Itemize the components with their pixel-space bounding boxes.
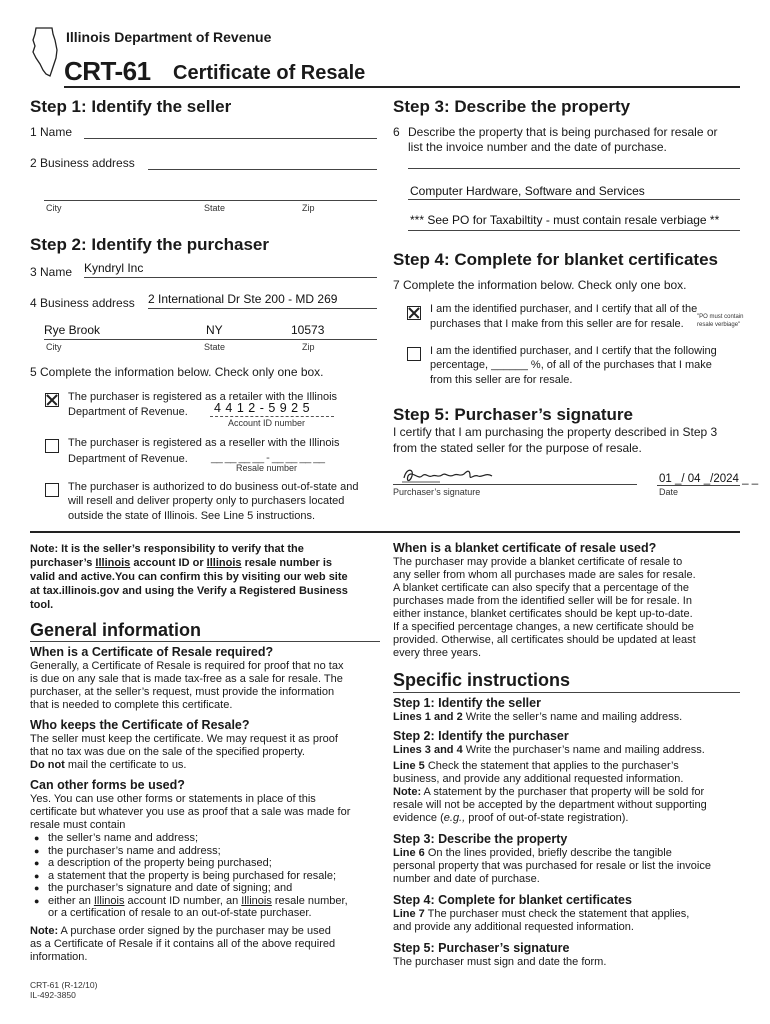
s2-note-cont: resale will not be accepted by the department without supporting [393, 799, 707, 811]
list-item: ● the purchaser’s name and address; [34, 845, 382, 858]
purchaser-zip-label: Zip [302, 342, 315, 352]
po-note-line1: "PO must contain [697, 314, 744, 320]
bullet-text: resale number, [271, 894, 348, 907]
purchaser-city-value[interactable]: Rye Brook [44, 323, 101, 337]
a-keeps-3 [30, 759, 382, 772]
all-purchases-text2: purchases that I make from this seller are for resale. [430, 318, 684, 330]
a-required-4: that is needed to complete this certificate. [30, 699, 233, 711]
a-keeps-rest: mail the certificate to us. [64, 759, 187, 771]
agency-name: Illinois Department of Revenue [66, 29, 272, 45]
a-required-2: is due on any sale that is made tax-free as a sale for resale. The [30, 673, 343, 685]
header-rule [64, 86, 740, 88]
purchaser-name-field [84, 277, 377, 278]
s2-note-bold: Note: [393, 786, 422, 798]
purchaser-address-label: 4 Business address [30, 296, 135, 310]
property-note-value[interactable]: *** See PO for Taxabiltity - must contain resale verbiage ** [410, 213, 720, 227]
certify-text2: from the stated seller for the purpose of resale. [393, 441, 642, 455]
s3-title: Step 3: Describe the property [393, 832, 568, 846]
account-id-field [210, 416, 334, 417]
s4-title: Step 4: Complete for blanket certificates [393, 893, 632, 907]
retailer-option-text1: The purchaser is registered as a retailer with the Illinois [68, 391, 338, 403]
seller-address-field[interactable] [148, 169, 377, 170]
a-blanket-6: If a specified percentage changes, a new certificate should be [393, 621, 694, 633]
a-blanket-7: provided. Otherwise, all certificates should be updated at least [393, 634, 696, 646]
resale-number-label: Resale number [236, 463, 298, 473]
percentage-text2: percentage, ______ %, of all of the purchases that I make [430, 359, 712, 371]
s3-text2: personal property that was purchased for resale or list the invoice [393, 860, 711, 872]
percentage-text1: I am the identified purchaser, and I certify that the following [430, 345, 717, 357]
a-blanket-3: A blanket certificate can also specify that a percentage of the [393, 582, 689, 594]
note-illinois: Illinois [95, 557, 131, 569]
note-text: resale number is [241, 557, 333, 569]
specific-rule [393, 692, 740, 693]
s2-note-cont2 [393, 812, 745, 825]
s5-title: Step 5: Purchaser’s signature [393, 941, 570, 955]
note-line3: valid and active.You can confirm this by visiting our web site [30, 571, 348, 583]
s4-bold: Line 7 [393, 908, 425, 920]
s2-line5 [393, 760, 745, 773]
po-note-line2: resale verbiage" [697, 322, 741, 328]
s1-bold: Lines 1 and 2 [393, 711, 463, 723]
a-blanket-1: The purchaser may provide a blanket certificate of resale to [393, 556, 683, 568]
s2-note-text: proof of out-of-state registration). [465, 812, 629, 824]
general-info-body [30, 645, 382, 964]
step5-heading: Step 5: Purchaser’s signature [393, 405, 633, 424]
seller-zip-label: Zip [302, 203, 315, 213]
bullet-text: or a certification of resale to an out-of-state purchaser. [48, 907, 312, 919]
general-note-2: as a Certificate of Resale if it contains all of the above required [30, 937, 336, 950]
section-divider [30, 531, 740, 533]
out-of-state-text3: outside the state of Illinois. See Line 5 instructions. [68, 510, 316, 522]
out-of-state-text1: The purchaser is authorized to do business out-of-state and [68, 481, 359, 493]
s2-note-rest: A statement by the purchaser that property will be sold for [421, 786, 705, 798]
s2-note [393, 786, 745, 799]
note-text: purchaser’s [30, 557, 96, 569]
purchaser-zip-value[interactable]: 10573 [291, 323, 325, 337]
account-id-label: Account ID number [228, 418, 306, 428]
list-item: ● a statement that the property is being purchased for resale; [34, 870, 382, 883]
s2-line5-cont: business, and provide any additional requested information. [393, 773, 684, 785]
step4-heading: Step 4: Complete for blanket certificates [393, 250, 718, 269]
date-value[interactable]: 01 _/ 04 _/2024 _ _ [659, 473, 759, 485]
a-keeps-1: The seller must keep the certificate. We may request it as proof [30, 733, 338, 745]
out-of-state-text2: will resell and deliver property only to purchasers located [68, 495, 345, 507]
note-text: account ID or [130, 557, 207, 569]
purchaser-name-value[interactable]: Kyndryl Inc [84, 261, 144, 275]
date-label: Date [659, 487, 679, 497]
bullet-illinois: Illinois [93, 894, 125, 907]
certify-text1: I certify that I am purchasing the property described in Step 3 [393, 425, 718, 439]
bullet-text: either an [48, 894, 94, 907]
seller-state-label: State [204, 203, 226, 213]
s1-title: Step 1: Identify the seller [393, 696, 541, 710]
note-text: A purchase order signed by the purchaser may be used [58, 924, 331, 937]
retailer-checkbox[interactable] [45, 393, 59, 407]
purchaser-city-state-zip-field [44, 339, 377, 340]
resale-number-field[interactable]: __ __ __ __ - __ __ __ __ [211, 452, 325, 464]
property-line-3 [408, 230, 740, 231]
all-purchases-checkbox[interactable] [407, 306, 421, 320]
s2-rest: Write the purchaser’s name and mailing address. [462, 744, 705, 756]
note-line1: Note: It is the seller’s responsibility to verify that the [30, 543, 304, 555]
seller-address-label: 2 Business address [30, 156, 135, 170]
q-keeps: Who keeps the Certificate of Resale? [30, 718, 250, 732]
a-required-1: Generally, a Certificate of Resale is required for proof that no tax [30, 660, 344, 672]
illinois-state-logo-icon [30, 26, 60, 78]
list-item: ● a description of the property being purchased; [34, 857, 382, 870]
blanket-info [393, 541, 743, 660]
note-illinois: Illinois [206, 557, 242, 569]
a-required-3: purchaser, at the seller’s request, must provide the information [30, 686, 335, 698]
seller-city-state-zip-field[interactable] [44, 200, 377, 201]
purchaser-address-field [148, 308, 377, 309]
form-revision: CRT-61 (R-12/10) [30, 980, 98, 990]
a-other-2: certificate but whatever you use as proof that a sale was made for [30, 806, 351, 818]
q-required: When is a Certificate of Resale required? [30, 645, 274, 659]
reseller-checkbox[interactable] [45, 439, 59, 453]
bullet-illinois: Illinois [241, 894, 272, 907]
seller-name-field[interactable] [84, 138, 377, 139]
seller-name-label: 1 Name [30, 125, 73, 139]
form-title: Certificate of Resale [173, 62, 366, 84]
s3-rest: On the lines provided, briefly describe the tangible [424, 847, 672, 859]
specific-instructions-body [393, 696, 745, 969]
percentage-checkbox[interactable] [407, 347, 421, 361]
note-line4: at tax.illinois.gov and using the Verify a Registered Business [30, 585, 348, 597]
signature-label: Purchaser’s signature [393, 487, 481, 497]
purchaser-address-value[interactable]: 2 International Dr Ste 200 - MD 269 [148, 292, 338, 306]
line6-text1: Describe the property that is being purchased for resale or [408, 125, 718, 139]
list-item: ● the seller’s name and address; [34, 832, 382, 845]
a-other-3: resale must contain [30, 819, 126, 831]
retailer-option-text2: Department of Revenue. [68, 406, 188, 418]
specific-instructions-heading: Specific instructions [393, 670, 571, 690]
percentage-text3: from this seller are for resale. [430, 374, 573, 386]
step3-heading: Step 3: Describe the property [393, 97, 631, 116]
form-number: CRT-61 [64, 56, 151, 86]
a-blanket-2: any seller from whom all purchases made are sales for resale. [393, 569, 696, 581]
out-of-state-checkbox[interactable] [45, 483, 59, 497]
property-line-1[interactable] [408, 168, 740, 169]
general-info-rule [30, 641, 380, 642]
line6-number: 6 [393, 125, 400, 139]
s2-line5-bold: Line 5 [393, 760, 425, 772]
s5-text: The purchaser must sign and date the form. [393, 956, 607, 968]
s2-title: Step 2: Identify the purchaser [393, 729, 569, 743]
form-code: IL-492-3850 [30, 990, 76, 1000]
a-blanket-5: either instance, blanket certificates should be kept up-to-date. [393, 608, 693, 620]
property-line-2 [408, 199, 740, 200]
purchaser-state-value[interactable]: NY [206, 323, 223, 337]
do-not-bold: Do not [30, 759, 65, 771]
property-description-value[interactable]: Computer Hardware, Software and Services [410, 184, 645, 198]
a-other-1: Yes. You can use other forms or statements in place of this [30, 793, 316, 805]
seller-city-label: City [46, 203, 62, 213]
signature-line [393, 484, 637, 485]
s3-text3: number and date of purchase. [393, 873, 540, 885]
requirements-list [34, 832, 382, 920]
s2-text [393, 744, 745, 757]
s1-rest: Write the seller’s name and mailing address. [462, 711, 683, 723]
s4-text [393, 908, 745, 921]
note-line5: tool. [30, 599, 54, 611]
purchaser-city-label: City [46, 342, 62, 352]
q-other-forms: Can other forms be used? [30, 778, 185, 792]
general-note-1 [30, 925, 382, 938]
a-blanket-8: every three years. [393, 647, 482, 659]
s3-bold: Line 6 [393, 847, 425, 859]
seller-note [30, 542, 380, 612]
s3-text [393, 847, 745, 860]
general-info-heading: General information [30, 620, 202, 640]
s2-note-eg: e.g., [443, 812, 466, 824]
reseller-option-text1: The purchaser is registered as a reseller with the Illinois [68, 437, 340, 449]
s1-text [393, 711, 745, 724]
a-blanket-4: purchases made from the identified seller will be for resale. In [393, 595, 692, 607]
purchaser-state-label: State [204, 342, 226, 352]
purchaser-name-label: 3 Name [30, 265, 73, 279]
s2-bold: Lines 3 and 4 [393, 744, 463, 756]
bullet-text: account ID number, an [124, 894, 242, 907]
line5-instruction: 5 Complete the information below. Check only one box. [30, 365, 324, 379]
all-purchases-text1: I am the identified purchaser, and I certify that all of the [430, 303, 698, 315]
note-bold: Note: [30, 924, 59, 937]
list-item [34, 895, 382, 920]
s4-text2: and provide any additional requested information. [393, 921, 634, 933]
step1-heading: Step 1: Identify the seller [30, 97, 232, 116]
list-item: ● the purchaser’s signature and date of signing; and [34, 882, 382, 895]
reseller-option-text2: Department of Revenue. [68, 453, 188, 465]
step2-heading: Step 2: Identify the purchaser [30, 235, 269, 254]
general-note-3: information. [30, 950, 88, 963]
line6-text2: list the invoice number and the date of purchase. [408, 140, 667, 154]
s2-note-text: evidence ( [393, 812, 444, 824]
a-keeps-2: that no tax was due on the sale of the specified property. [30, 746, 305, 758]
q-blanket: When is a blanket certificate of resale used? [393, 541, 657, 555]
note-line2 [30, 556, 380, 570]
s4-rest: The purchaser must check the statement that applies, [424, 908, 690, 920]
line7-instruction: 7 Complete the information below. Check only one box. [393, 278, 687, 292]
account-id-value[interactable]: 4 4 1 2 - 5 9 2 5 [214, 401, 311, 415]
date-line [657, 485, 740, 486]
s2-line5-rest: Check the statement that applies to the purchaser’s [424, 760, 679, 772]
